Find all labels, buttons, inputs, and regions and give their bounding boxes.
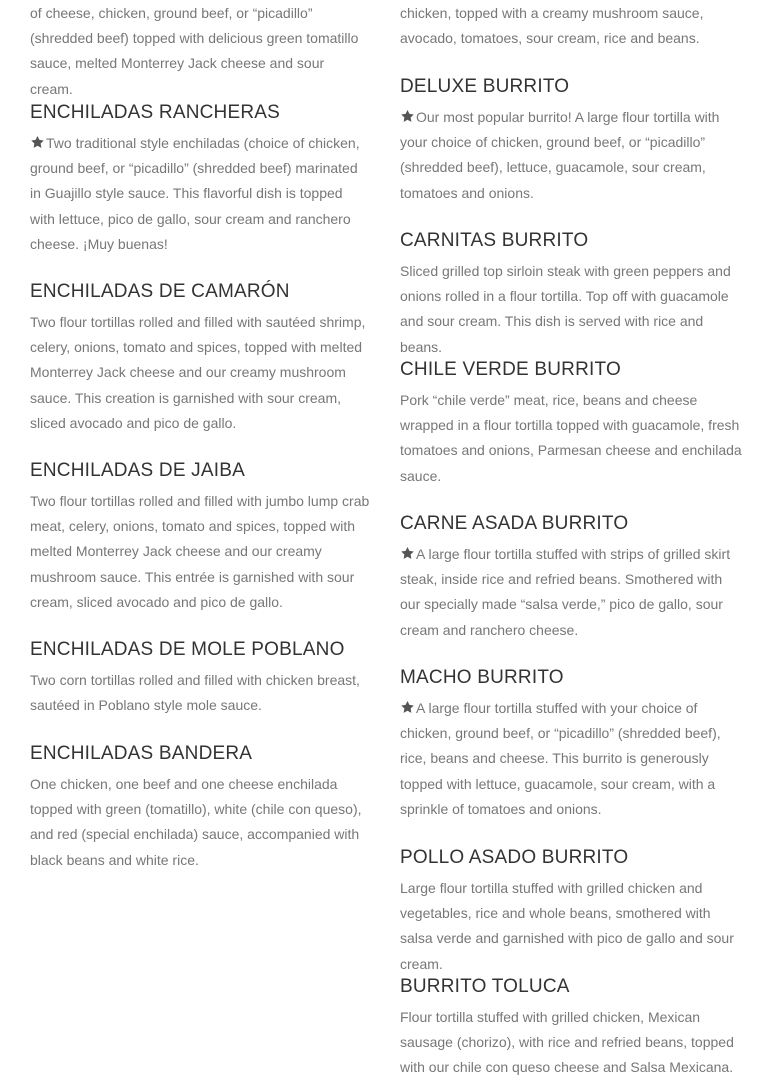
menu-item-deluxe-burrito xyxy=(400,75,745,206)
menu-item-title: CHILE VERDE BURRITO xyxy=(400,359,621,380)
menu-item-description: Flour tortilla stuffed with grilled chicken, Mexican sausage (chorizo), with rice and refried beans, topped with our chile con queso cheese and Salsa Mexicana. xyxy=(400,1009,734,1076)
menu-item-enchiladas-bandera xyxy=(30,742,370,873)
menu-item-text xyxy=(400,696,745,822)
menu-item-text xyxy=(400,542,745,643)
menu-item-title: ENCHILADAS DE JAIBA xyxy=(30,460,245,481)
menu-item-description: Large flour tortilla stuffed with grilled chicken and vegetables, rice and whole beans, smothered with salsa verde and garnished with pico de gallo and sour cream. xyxy=(400,880,734,972)
menu-item-title: POLLO ASADO BURRITO xyxy=(400,847,629,868)
menu-item-description: chicken, topped with a creamy mushroom sauce, avocado, tomatoes, sour cream, rice and beans. xyxy=(400,5,704,47)
star-icon xyxy=(400,109,415,124)
menu-item-carnitas-burrito xyxy=(400,229,745,360)
menu-item-description: One chicken, one beef and one cheese enchilada topped with green (tomatillo), white (chile con queso), and red (special enchilada) sauce, accompanied with black beans and white rice. xyxy=(30,776,362,868)
menu-item-title: MACHO BURRITO xyxy=(400,667,564,688)
menu-item-description: Our most popular burrito! A large flour tortilla with your choice of chicken, ground beef, or “picadillo” (shredded beef), lettuce, guacamole, sour cream, tomatoes and onions. xyxy=(400,109,720,201)
menu-item-intro-left xyxy=(30,1,370,102)
menu-item-title: DELUXE BURRITO xyxy=(400,76,570,97)
menu-item-burrito-toluca xyxy=(400,975,745,1081)
menu-item-description: Two corn tortillas rolled and filled with chicken breast, sautéed in Poblano style mole sauce. xyxy=(30,672,360,714)
menu-item-description: Pork “chile verde” meat, rice, beans and cheese wrapped in a flour tortilla topped with guacamole, fresh tomatoes and onions, Parmesan cheese and enchilada sauce. xyxy=(400,392,742,484)
star-icon xyxy=(30,135,45,150)
menu-item-description: Two flour tortillas rolled and filled with sautéed shrimp, celery, onions, tomato and spices, topped with melted Monterrey Jack cheese and our creamy mushroom sauce. This creation is garnished with sour cream, sliced avocado and pico de gallo. xyxy=(30,314,366,431)
menu-item-title: CARNITAS BURRITO xyxy=(400,230,589,251)
menu-item-intro-right xyxy=(400,1,745,51)
star-icon xyxy=(400,546,415,561)
menu-item-title: ENCHILADAS BANDERA xyxy=(30,743,253,764)
menu-item-description: A large flour tortilla stuffed with strips of grilled skirt steak, inside rice and refried beans. Smothered with our specially made “salsa verde,” pico de gallo, sour cream and ranchero cheese. xyxy=(400,546,731,638)
menu-item-title: ENCHILADAS DE CAMARÓN xyxy=(30,281,290,302)
menu-item-enchiladas-de-camaron xyxy=(30,280,370,436)
menu-item-description: Two flour tortillas rolled and filled with jumbo lump crab meat, celery, onions, tomato and spices, topped with melted Monterrey Jack cheese and our creamy mushroom sauce. This entrée is garnished with sour cream, sliced avocado and pico de gallo. xyxy=(30,493,370,610)
menu-item-enchiladas-rancheras xyxy=(30,101,370,257)
menu-item-enchiladas-de-jaiba xyxy=(30,459,370,615)
menu-item-title: ENCHILADAS DE MOLE POBLANO xyxy=(30,639,345,660)
menu-item-macho-burrito xyxy=(400,666,745,822)
menu-item-title: ENCHILADAS RANCHERAS xyxy=(30,102,280,123)
menu-item-pollo-asado-burrito xyxy=(400,846,745,977)
menu-item-description: of cheese, chicken, ground beef, or “picadillo” (shredded beef) topped with delicious green tomatillo sauce, melted Monterrey Jack cheese and sour cream. xyxy=(30,5,359,97)
menu-item-description: Sliced grilled top sirloin steak with green peppers and onions rolled in a flour tortilla. Top off with guacamole and sour cream. This dish is served with rice and beans. xyxy=(400,263,731,355)
star-icon xyxy=(400,700,415,715)
menu-item-carne-asada-burrito xyxy=(400,512,745,643)
menu-item-title: CARNE ASADA BURRITO xyxy=(400,513,629,534)
menu-item-text xyxy=(400,105,745,206)
menu-item-title: BURRITO TOLUCA xyxy=(400,976,570,997)
menu-item-chile-verde-burrito xyxy=(400,358,745,489)
menu-item-description: A large flour tortilla stuffed with your choice of chicken, ground beef, or “picadillo” (shredded beef), rice, beans and cheese. This burrito is generously topped with lettuce, guacamole, sour cream, with a sprinkle of tomatoes and onions. xyxy=(400,700,721,817)
menu-item-enchiladas-de-mole-poblano xyxy=(30,638,370,718)
menu-item-text xyxy=(30,131,370,257)
menu-item-description: Two traditional style enchiladas (choice of chicken, ground beef, or “picadillo” (shredded beef) marinated in Guajillo style sauce. This flavorful dish is topped with lettuce, pico de gallo, sour cream and ranchero cheese. ¡Muy buenas! xyxy=(30,135,360,252)
